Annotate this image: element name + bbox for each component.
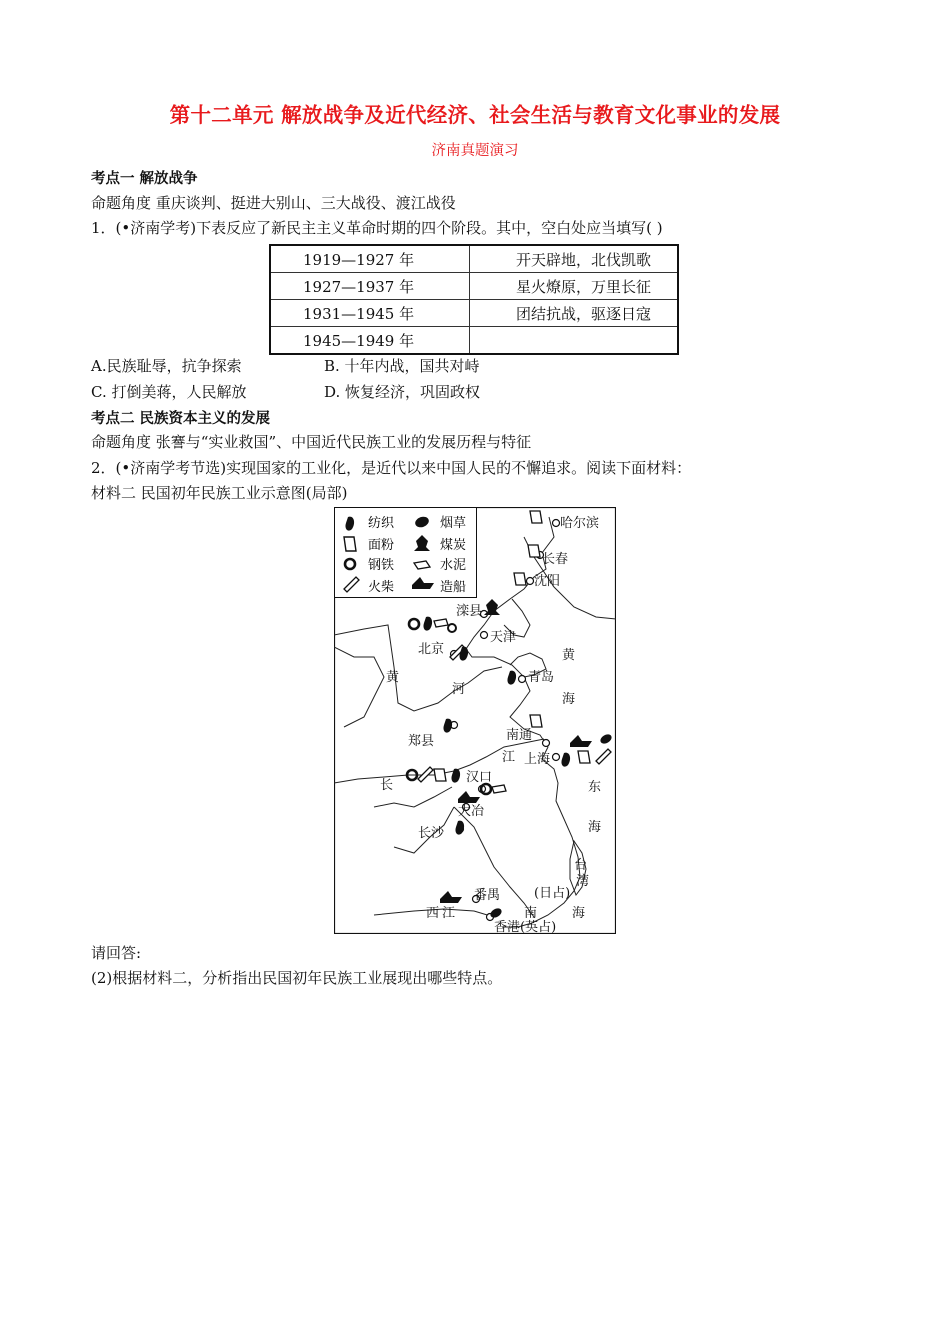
section1-heading: 考点一 解放战争 (91, 171, 198, 187)
table-cell: 1931—1945 年 (270, 300, 470, 327)
option-a: A.民族耻辱，抗争探索 (91, 357, 242, 375)
flour-icon (530, 715, 542, 727)
cement-icon (434, 619, 448, 627)
table-row (270, 245, 678, 273)
water-label: 海 (588, 820, 602, 835)
water-label: 黄 (562, 648, 576, 663)
flour-icon (530, 511, 542, 523)
city-label: 香港(英占) (494, 920, 557, 934)
table-row (270, 327, 678, 355)
page-subtitle: 济南真题演习 (431, 143, 519, 159)
city-marker (553, 520, 560, 527)
city-marker (448, 624, 456, 632)
flour-icon (514, 573, 526, 585)
island-label: (日占) (534, 886, 571, 901)
city-label: 上海 (524, 752, 551, 767)
flour-icon (578, 751, 590, 763)
water-label: 海 (562, 692, 576, 707)
table-blank-cell (470, 327, 679, 355)
material-caption: 材料二 民国初年民族工业示意图(局部) (91, 484, 348, 502)
water-label: 南 (524, 906, 538, 921)
legend-label: 纺织 (368, 516, 395, 531)
city-label: 沈阳 (534, 574, 561, 589)
table-cell: 1919—1927 年 (270, 245, 470, 273)
island-label: 湾 (576, 874, 590, 889)
question-2: 2．(•济南学考节选)实现国家的工业化，是近代以来中国人民的不懈追求。阅读下面材料： (91, 459, 692, 477)
water-label: 海 (572, 906, 586, 921)
city-label: 北京 (418, 642, 445, 657)
island-label: 台 (574, 858, 588, 873)
legend-label: 火柴 (368, 580, 395, 595)
water-label: 长 (380, 778, 394, 793)
table-cell: 团结抗战，驱逐日寇 (470, 300, 679, 327)
table-cell: 开天辟地，北伐凯歌 (470, 245, 679, 273)
table-row (270, 273, 678, 300)
water-label: 河 (452, 682, 466, 697)
question-1: 1．(•济南学考)下表反应了新民主主义革命时期的四个阶段。其中，空白处应当填写( ) (91, 219, 663, 237)
table-row (270, 300, 678, 327)
flour-icon (528, 545, 540, 557)
section2-heading: 考点二 民族资本主义的发展 (91, 411, 271, 427)
city-label: 大冶 (458, 804, 485, 819)
flour-icon (434, 769, 446, 781)
city-marker (553, 754, 560, 761)
city-label: 汉口 (466, 770, 493, 785)
legend-label: 水泥 (440, 558, 467, 573)
city-label: 哈尔滨 (560, 516, 600, 531)
option-d: D. 恢复经济，巩固政权 (324, 383, 481, 401)
city-marker (481, 632, 488, 639)
legend-label: 烟草 (440, 516, 467, 531)
city-label: 滦县 (456, 604, 483, 619)
city-label: 番禺 (474, 888, 501, 903)
city-label: 郑县 (408, 734, 435, 749)
legend-label: 钢铁 (368, 558, 395, 573)
answer-prompt: 请回答: (91, 944, 142, 962)
city-marker (519, 676, 526, 683)
sub-question-2: (2)根据材料二，分析指出民国初年民族工业展现出哪些特点。 (91, 969, 503, 987)
section1-angle: 命题角度 重庆谈判、挺进大别山、三大战役、渡江战役 (91, 194, 456, 212)
page-title: 第十二单元 解放战争及近代经济、社会生活与教育文化事业的发展 (169, 103, 781, 127)
water-label: 黄 (386, 670, 400, 685)
table-cell: 1927—1937 年 (270, 273, 470, 300)
city-label: 长春 (542, 552, 569, 567)
city-label: 南通 (506, 728, 533, 743)
water-label: 东 (588, 780, 602, 795)
city-marker (543, 740, 550, 747)
city-label: 长沙 (418, 826, 445, 841)
stages-table (269, 244, 679, 355)
option-c: C. 打倒美蒋，人民解放 (91, 383, 247, 401)
option-b: B. 十年内战，国共对峙 (324, 357, 480, 375)
industry-map (334, 507, 616, 934)
legend-label: 煤炭 (440, 538, 467, 553)
table-cell: 1945—1949 年 (270, 327, 470, 355)
section2-angle: 命题角度 张謇与“实业救国”、中国近代民族工业的发展历程与特征 (91, 433, 532, 451)
city-label: 天津 (490, 630, 517, 645)
legend-label: 面粉 (368, 538, 395, 553)
water-label: 江 (502, 750, 516, 765)
water-label: 江 (442, 906, 456, 921)
city-label: 青岛 (528, 670, 555, 685)
cement-icon (492, 785, 506, 793)
map-legend (335, 508, 477, 598)
city-marker (527, 578, 534, 585)
water-label: 西 (426, 906, 440, 921)
table-cell: 星火燎原，万里长征 (470, 273, 679, 300)
legend-label: 造船 (440, 580, 467, 595)
